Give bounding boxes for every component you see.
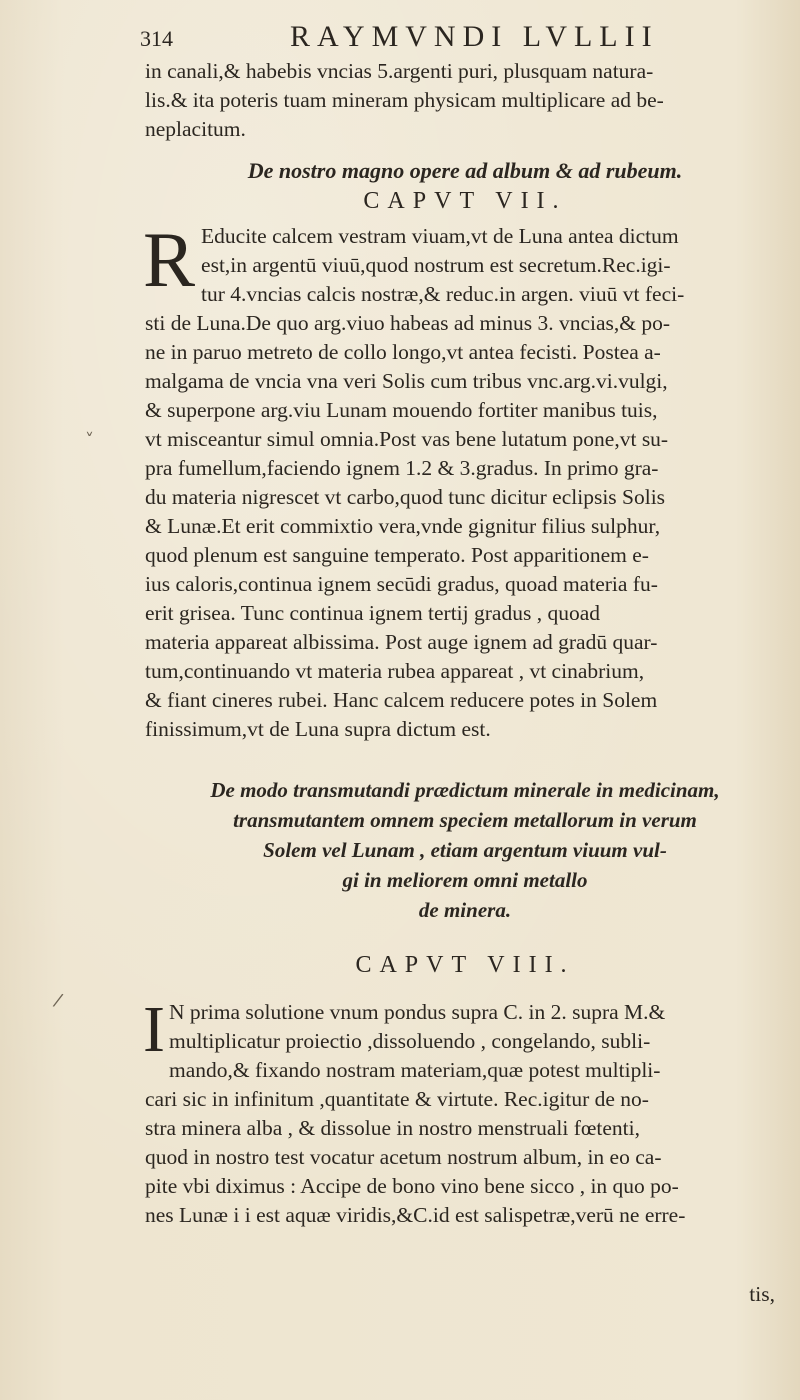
catchword: tis, [749,1282,775,1306]
text-line: neplacitum. [145,117,246,141]
text-line: in canali,& habebis vncias 5.argenti puri, plusquam natura- [145,59,654,83]
text-line: mando,& fixando nostram materiam,quæ potest multipli- [168,1058,661,1082]
text-line: nes Lunæ i i est aquæ viridis,&C.id est salispetræ,verū ne erre- [145,1203,686,1227]
text-line: pite vbi diximus : Accipe de bono vino bene sicco , in quo po- [145,1174,679,1198]
page-number: 314 [140,26,173,51]
heading-line: de minera. [418,898,512,922]
text-line: vt misceantur simul omnia.Post vas bene lutatum pone,vt su- [145,427,669,451]
margin-mark-icon: ˅ [85,430,94,451]
text-line: sti de Luna.De quo arg.viuo habeas ad minus 3. vncias,& po- [145,311,671,335]
chapter-vii-paragraph [143,216,785,744]
text-line: multiplicatur proiectio ,dissoluendo , congelando, subli- [168,1029,651,1053]
margin-mark-icon: / [51,989,65,1012]
heading-line: transmutantem omnem speciem metallorum in verum [233,808,697,832]
text-line: tum,continuando vt materia rubea appareat , vt cinabrium, [145,659,645,683]
text-line: & superpone arg.viu Lunam mouendo fortiter manibus tuis, [145,398,658,422]
chapter-title: CAPVT VIII. [355,952,575,978]
text-line: du materia nigrescet vt carbo,quod tunc dicitur eclipsis Solis [145,485,666,509]
heading-line: gi in meliorem omni metallo [342,868,588,892]
text-line: & Lunæ.Et erit commixtio vera,vnde gignitur filius sulphur, [145,514,661,538]
text-line: erit grisea. Tunc continua ignem tertij gradus , quoad [145,601,600,625]
text-line: lis.& ita poteris tuam mineram physicam multiplicare ad be- [145,88,664,112]
text-line: ne in paruo metreto de collo longo,vt antea fecisti. Postea a- [145,340,661,364]
opening-paragraph [145,57,785,144]
heading-line: Solem vel Lunam , etiam argentum viuum vul- [263,838,667,862]
page-header [140,18,740,58]
text-line: tur 4.vncias calcis nostræ,& reduc.in argen. viuū vt feci- [201,282,685,306]
chapter-title: CAPVT VII. [363,188,567,214]
heading-line: De modo transmutandi prædictum minerale in medicinam, [210,778,720,802]
section-heading [145,775,785,925]
text-line: est,in argentū viuū,quod nostrum est secretum.Rec.igi- [201,253,671,277]
text-line: ius caloris,continua ignem secūdi gradus, quoad materia fu- [145,572,658,596]
text-line: cari sic in infinitum ,quantitate & virtute. Rec.igitur de no- [145,1087,649,1111]
text-line: quod in nostro test vocatur acetum nostrum album, in eo ca- [145,1145,662,1169]
drop-capital: R [143,216,196,303]
section-heading: De nostro magno opere ad album & ad rubeum. [247,158,683,183]
chapter-viii-paragraph [143,993,785,1230]
text-line: quod plenum est sanguine temperato. Post apparitionem e- [145,543,649,567]
text-line: N prima solutione vnum pondus supra C. in 2. supra M.& [168,1000,666,1024]
text-line: malgama de vncia vna veri Solis cum tribus vnc.arg.vi.vulgi, [145,369,668,393]
running-title: RAYMVNDI LVLLII [290,20,659,53]
text-line: materia appareat albissima. Post auge ignem ad gradū quar- [145,630,658,654]
text-line: Educite calcem vestram viuam,vt de Luna antea dictum [201,224,679,248]
text-line: stra minera alba , & dissolue in nostro menstruali fœtenti, [145,1116,640,1140]
text-line: & fiant cineres rubei. Hanc calcem reducere potes in Solem [145,688,658,712]
text-line: finissimum,vt de Luna supra dictum est. [145,717,491,741]
drop-capital: I [143,993,165,1066]
text-line: pra fumellum,faciendo ignem 1.2 & 3.gradus. In primo gra- [145,456,659,480]
